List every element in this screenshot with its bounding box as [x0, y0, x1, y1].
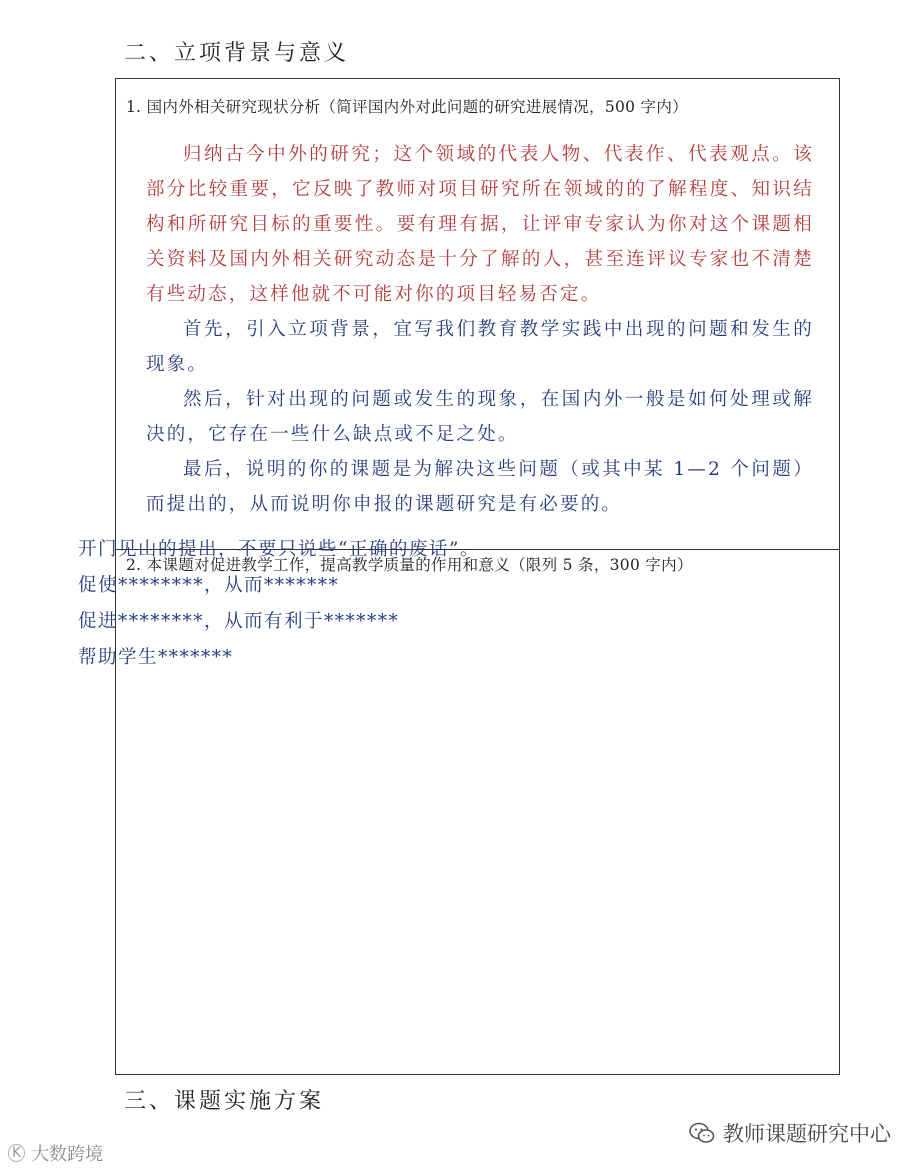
paragraph-then: 然后，针对出现的问题或发生的现象，在国内外一般是如何处理或解决的，它存在一些什么缺点或不足之处。 [146, 389, 814, 445]
watermark-right-text: 教师课题研究中心 [723, 1122, 891, 1146]
brand-logo: K [8, 1144, 25, 1162]
section1-title: 1. 国内外相关研究现状分析（简评国内外对此问题的研究进展情况，500 字内） [126, 98, 688, 116]
section-heading-background: 二、立项背景与意义 [124, 41, 350, 66]
section2-body [78, 532, 480, 676]
watermark-right [689, 1118, 891, 1148]
watermark-left-text: 大数跨境 [31, 1144, 104, 1165]
paragraph-finally: 最后，说明的你的课题是为解决这些问题（或其中某 1—2 个问题）而提出的，从而说明你申报的课题研究是有必要的。 [146, 459, 814, 515]
section2-line: 帮助学生******* [78, 647, 234, 668]
section-heading-implementation: 三、课题实施方案 [124, 1089, 325, 1114]
section2-line: 促使********，从而******* [78, 575, 340, 596]
paragraph-first: 首先，引入立项背景，宜写我们教育教学实践中出现的问题和发生的现象。 [146, 319, 814, 375]
paragraph-research-summary: 归纳古今中外的研究；这个领域的代表人物、代表作、代表观点。该部分比较重要，它反映了教师对项目研究所在领域的的了解程度、知识结构和所研究目标的重要性。要有理有据，让评审专家认为你对这个课题相关资料及国内外相关研究动态是十分了解的人，甚至连评议专家也不清楚有些动态，这样他就不可能对你的项目轻易否定。 [146, 144, 814, 305]
section1-body [146, 137, 814, 522]
section2-title: 2. 本课题对促进教学工作，提高教学质量的作用和意义（限列 5 条，300 字内） [126, 556, 693, 574]
watermark-left [8, 1140, 103, 1166]
wechat-icon [689, 1122, 715, 1144]
section2-line: 促进********，从而有利于******* [78, 611, 400, 632]
section2-line: 开门见山的提出，不要只说些“正确的废话”。 [78, 539, 480, 560]
